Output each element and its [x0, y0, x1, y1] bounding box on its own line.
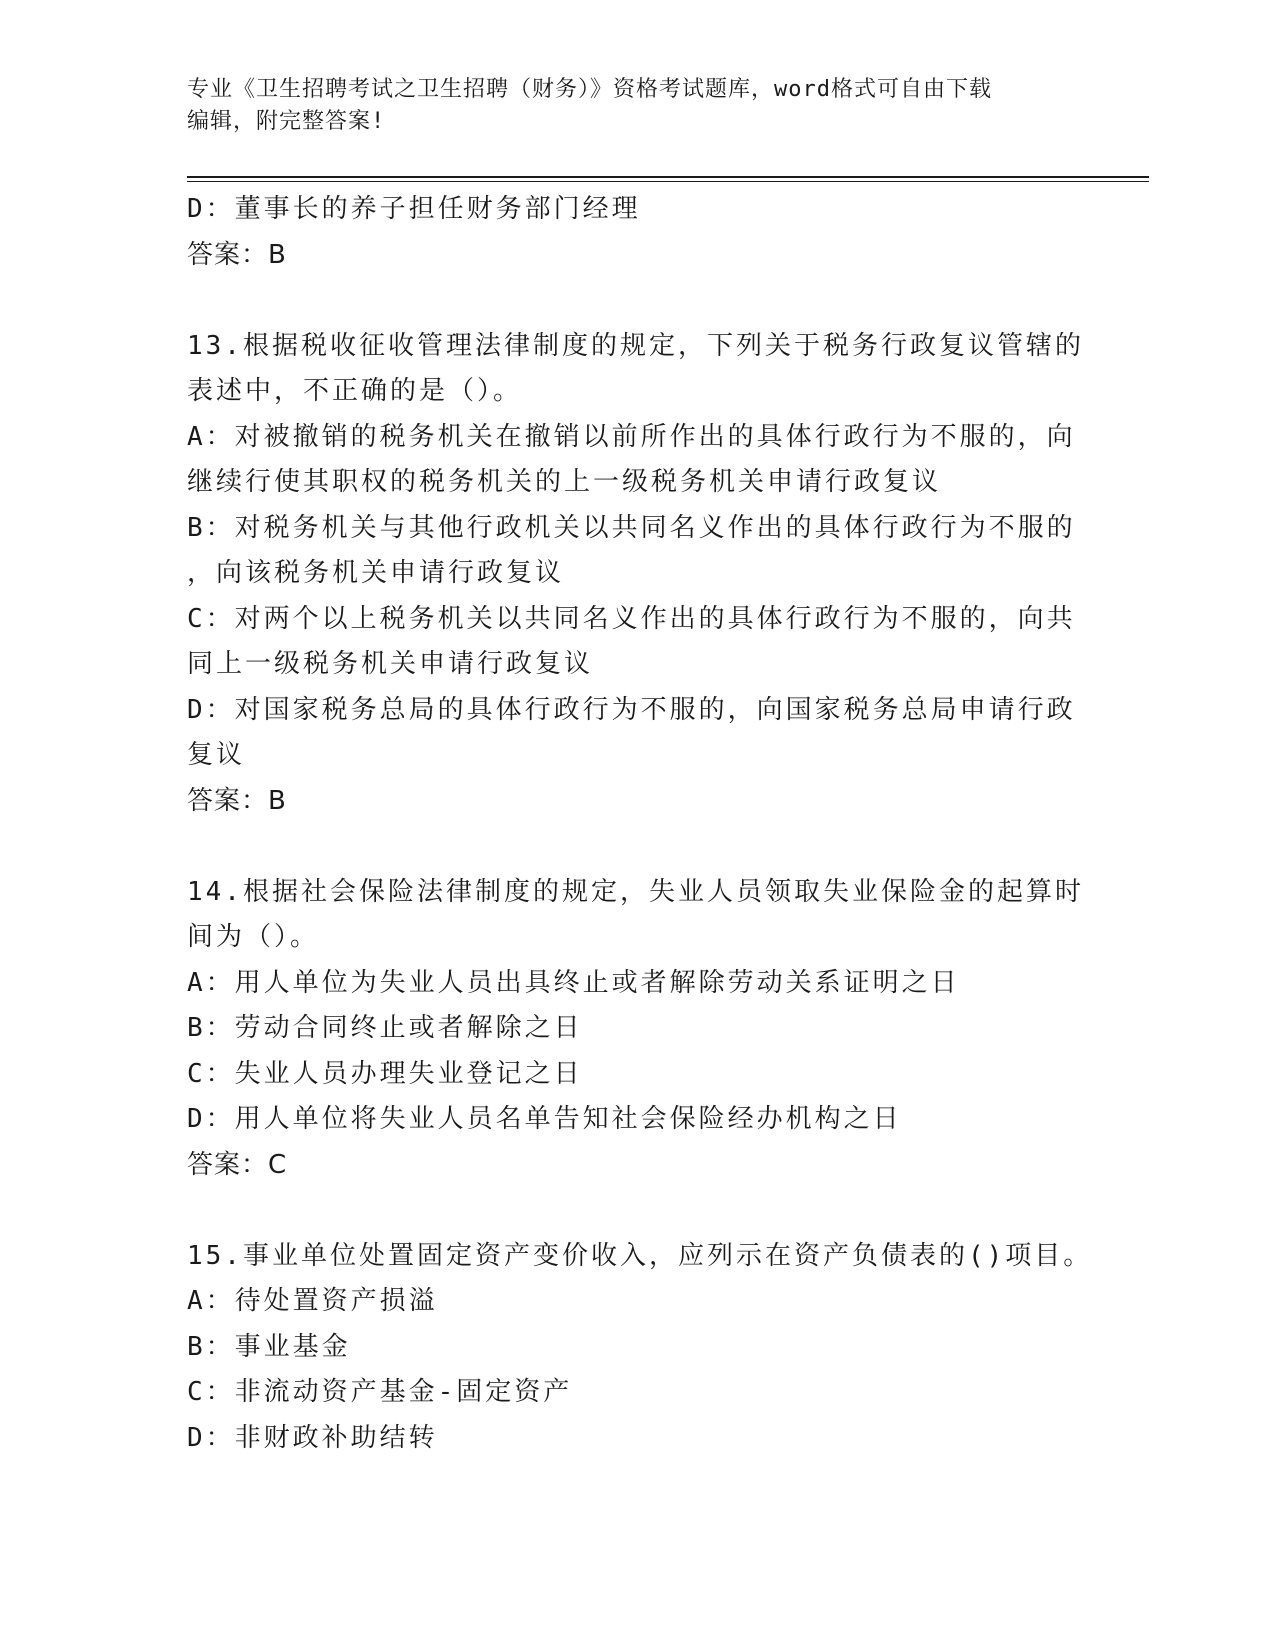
q14-option-d: D：用人单位将失业人员名单告知社会保险经办机构之日 — [187, 1104, 902, 1134]
q13-stem-line-1: 13.根据税收征收管理法律制度的规定，下列关于税务行政复议管辖的 — [187, 330, 1084, 361]
q14-stem-line-2: 间为（）。 — [187, 922, 320, 952]
spacer — [187, 824, 1067, 870]
q13-stem-line-2: 表述中，不正确的是（）。 — [187, 376, 523, 406]
q14-stem-line-1: 14.根据社会保险法律制度的规定，失业人员领取失业保险金的起算时 — [187, 876, 1084, 907]
q15-option-c: C：非流动资产基金-固定资产 — [187, 1377, 573, 1407]
q15-stem: 15.事业单位处置固定资产变价收入，应列示在资产负债表的()项目。 — [187, 1240, 1093, 1271]
q14-option-a: A：用人单位为失业人员出具终止或者解除劳动关系证明之日 — [187, 967, 960, 998]
q14-option-b: B：劳动合同终止或者解除之日 — [187, 1013, 583, 1043]
q13-option-a-line-1: A：对被撤销的税务机关在撤销以前所作出的具体行政行为不服的，向 — [187, 421, 1076, 452]
q14-option-c: C：失业人员办理失业登记之日 — [187, 1058, 583, 1089]
q13-option-d-line-2: 复议 — [187, 740, 246, 770]
q13-option-c-line-2: 同上一级税务机关申请行政复议 — [187, 649, 594, 679]
header-line-2: 编辑，附完整答案! — [187, 109, 386, 134]
question-content — [187, 187, 1093, 1461]
header-line-1: 专业《卫生招聘考试之卫生招聘（财务）》资格考试题库，word格式可自由下载 — [187, 77, 992, 102]
question-14 — [187, 870, 1084, 1189]
question-15 — [187, 1234, 1093, 1462]
q13-option-a-line-2: 继续行使其职权的税务机关的上一级税务机关申请行政复议 — [187, 467, 942, 497]
q13-option-b-line-2: ，向该税务机关申请行政复议 — [187, 558, 565, 588]
q14-answer: 答案：C — [187, 1149, 288, 1180]
q13-option-d-line-1: D：对国家税务总局的具体行政行为不服的，向国家税务总局申请行政 — [187, 694, 1076, 725]
q15-option-d: D：非财政补助结转 — [187, 1422, 438, 1453]
prev-answer: 答案：B — [187, 239, 287, 270]
q15-option-a: A：待处置资产损溢 — [187, 1286, 438, 1316]
spacer — [187, 1188, 1067, 1234]
prev-option-d: D：董事长的养子担任财务部门经理 — [187, 194, 641, 224]
q13-option-c-line-1: C：对两个以上税务机关以共同名义作出的具体行政行为不服的，向共 — [187, 603, 1076, 634]
document-header — [187, 74, 1067, 138]
spacer — [187, 278, 1067, 324]
header-divider-thin — [187, 181, 1149, 182]
header-divider-thick — [187, 176, 1149, 178]
question-13 — [187, 324, 1084, 825]
q15-option-b: B：事业基金 — [187, 1331, 351, 1362]
q13-option-b-line-1: B：对税务机关与其他行政机关以共同名义作出的具体行政行为不服的 — [187, 512, 1076, 543]
q13-answer: 答案：B — [187, 785, 287, 816]
